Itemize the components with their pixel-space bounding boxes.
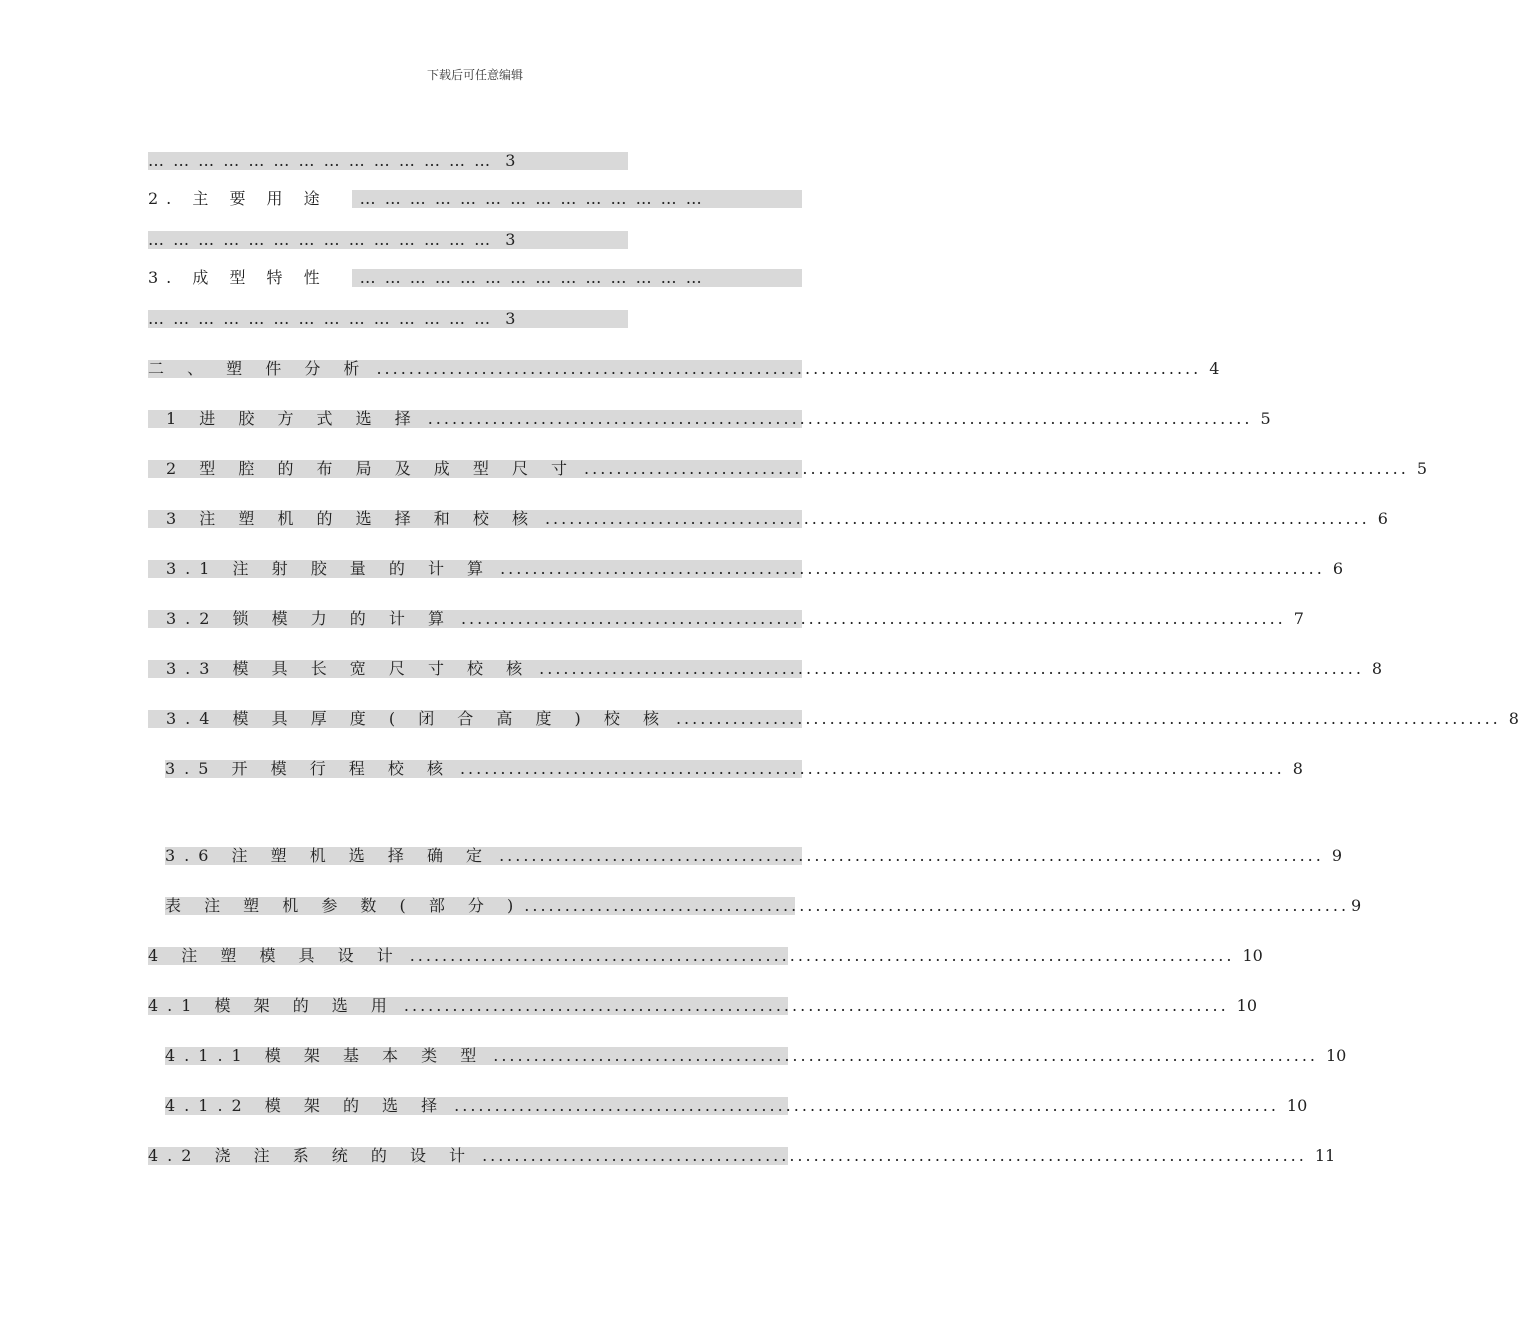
toc-page-number: 11: [1314, 1146, 1336, 1165]
dot-leader: ......................................................................................................: [409, 946, 1235, 965]
toc-entry-label: 3. 成 型 特 性: [148, 268, 328, 287]
toc-entry[interactable]: [148, 559, 1344, 578]
ellipsis-leader: … … … … … … … … … … … … … …: [148, 151, 493, 170]
toc-entry-label: 3.5 开 模 行 程 校 核: [165, 759, 452, 778]
toc-page-number: 8: [1371, 659, 1383, 678]
toc-continuation-row: [148, 310, 628, 328]
toc-entry-label: 3.2 锁 模 力 的 计 算: [166, 609, 453, 628]
toc-page-number: 9: [1351, 896, 1362, 915]
toc-entry[interactable]: [148, 609, 1304, 628]
toc-entry-label: 3 注 塑 机 的 选 择 和 校 核: [166, 509, 537, 528]
toc-entry-label: 4.1 模 架 的 选 用: [148, 996, 396, 1015]
toc-continuation-row: [148, 152, 628, 170]
toc-page-number: 10: [1236, 996, 1258, 1015]
toc-entry-label: 3.3 模 具 长 宽 尺 寸 校 核: [166, 659, 532, 678]
dot-leader: ......................................................................................................: [584, 459, 1409, 478]
toc-entry[interactable]: [148, 946, 1263, 965]
dot-leader: ......................................................................................................: [454, 1096, 1279, 1115]
dot-leader: ......................................................................................................: [539, 659, 1364, 678]
ellipsis-leader: … … … … … … … … … … … … … …: [352, 269, 802, 287]
toc-entry[interactable]: [148, 509, 1388, 528]
dot-leader: ......................................................................................................: [376, 359, 1202, 378]
toc-entry[interactable]: [148, 409, 1271, 428]
toc-entry[interactable]: [148, 190, 802, 208]
toc-page-number: 9: [1331, 846, 1343, 865]
toc-entry-label: 2 型 腔 的 布 局 及 成 型 尺 寸: [166, 459, 577, 478]
dot-leader: ......................................................................................................: [403, 996, 1229, 1015]
toc-entry[interactable]: [148, 1146, 1336, 1165]
toc-page-number: 8: [1292, 759, 1303, 778]
toc-entry[interactable]: [165, 759, 1303, 778]
toc-entry-label: 2. 主 要 用 途: [148, 189, 328, 208]
toc-page-number: 3: [505, 309, 518, 328]
toc-entry-label: 二 、 塑 件 分 析: [148, 359, 369, 378]
toc-entry[interactable]: [148, 359, 1220, 378]
page-header: 下载后可任意编辑: [426, 68, 523, 82]
dot-leader: ......................................................................................................: [524, 896, 1350, 915]
toc-entry[interactable]: [165, 896, 1362, 915]
toc-page-number: 7: [1293, 609, 1304, 628]
toc-page-number: 5: [1260, 409, 1271, 428]
toc-entry-label: 3.4 模 具 厚 度 ( 闭 合 高 度 ) 校 核: [166, 709, 668, 728]
toc-page-number: 3: [505, 151, 518, 170]
dot-leader: ......................................................................................................: [460, 609, 1286, 628]
dot-leader: ......................................................................................................: [500, 559, 1325, 578]
toc-entry-label: 4 注 塑 模 具 设 计: [148, 946, 402, 965]
toc-page-number: 8: [1508, 709, 1519, 728]
toc-page-number: 10: [1326, 1046, 1347, 1065]
toc-page-number: 6: [1332, 559, 1344, 578]
toc-page-number: 3: [505, 230, 518, 249]
toc-page-number: 6: [1377, 509, 1388, 528]
dot-leader: ......................................................................................................: [675, 709, 1501, 728]
toc-entry[interactable]: [165, 846, 1343, 865]
toc-entry[interactable]: [148, 659, 1383, 678]
toc-entry-label: 4.1.1 模 架 基 本 类 型: [165, 1046, 486, 1065]
toc-page-number: 10: [1242, 946, 1263, 965]
toc-entry[interactable]: [148, 269, 802, 287]
ellipsis-leader: … … … … … … … … … … … … … …: [148, 309, 493, 328]
toc-entry[interactable]: [148, 996, 1258, 1015]
dot-leader: ......................................................................................................: [482, 1146, 1307, 1165]
toc-page-number: 5: [1416, 459, 1427, 478]
toc-entry[interactable]: [165, 1046, 1347, 1065]
toc-page-number: 10: [1286, 1096, 1308, 1115]
toc-entry[interactable]: [148, 459, 1427, 478]
dot-leader: ......................................................................................................: [544, 509, 1370, 528]
ellipsis-leader: … … … … … … … … … … … … … …: [352, 190, 802, 208]
dot-leader: ......................................................................................................: [427, 409, 1253, 428]
toc-entry-label: 1 进 胶 方 式 选 择: [166, 409, 420, 428]
toc-entry[interactable]: [165, 1096, 1308, 1115]
dot-leader: ......................................................................................................: [493, 1046, 1318, 1065]
ellipsis-leader: … … … … … … … … … … … … … …: [148, 230, 493, 249]
dot-leader: ......................................................................................................: [459, 759, 1285, 778]
toc-entry[interactable]: [148, 709, 1519, 728]
toc-entry-label: 4.2 浇 注 系 统 的 设 计: [148, 1146, 475, 1165]
toc-entry-label: 3.1 注 射 胶 量 的 计 算: [166, 559, 493, 578]
toc-page-number: 4: [1209, 359, 1220, 378]
toc-entry-label: 4.1.2 模 架 的 选 择: [165, 1096, 447, 1115]
toc-entry-label: 3.6 注 塑 机 选 择 确 定: [165, 846, 492, 865]
dot-leader: ......................................................................................................: [499, 846, 1324, 865]
toc-continuation-row: [148, 231, 628, 249]
toc-entry-label: 表 注 塑 机 参 数 ( 部 分 ): [165, 896, 523, 915]
